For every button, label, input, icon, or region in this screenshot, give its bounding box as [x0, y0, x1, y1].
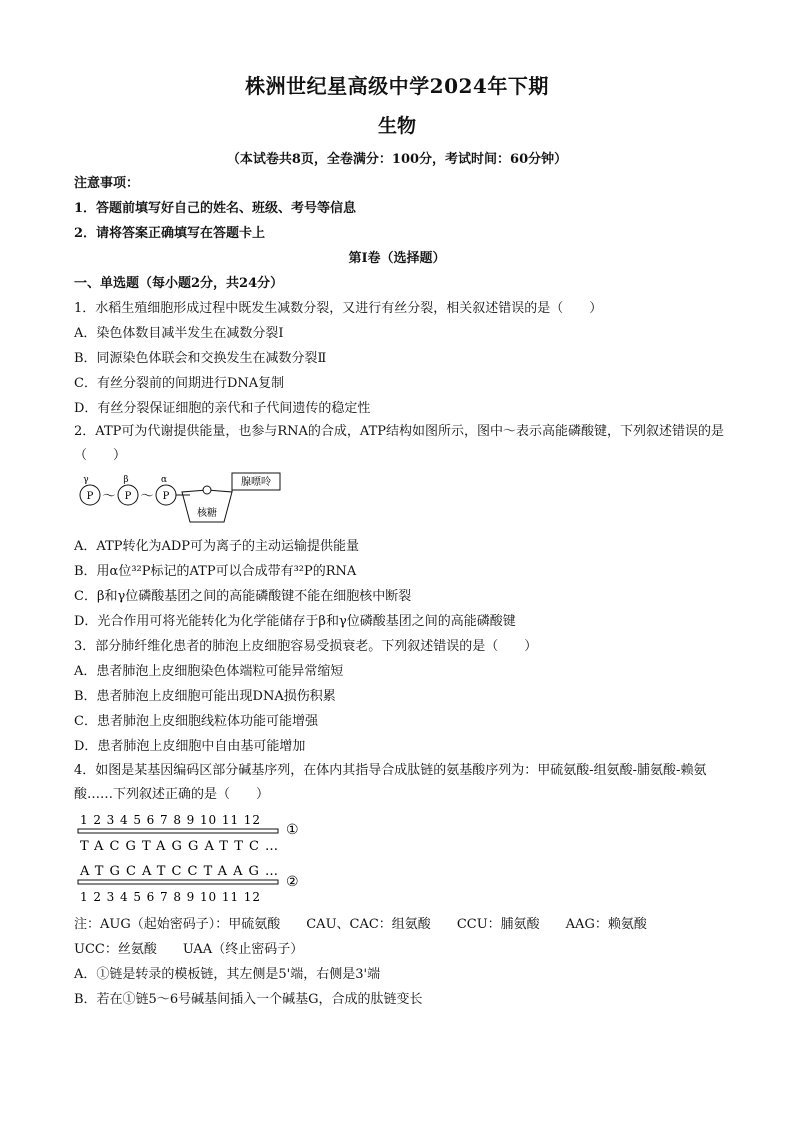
adenine-label: 腺嘌呤	[241, 477, 271, 488]
codon-note-ser: UCC：丝氨酸	[74, 942, 157, 957]
beta-label: β	[123, 475, 129, 485]
ring-oxygen	[203, 486, 211, 494]
question-2-option-d: D．光合作用可将光能转化为化学能储存于β和γ位磷酸基团之间的高能磷酸键	[74, 614, 516, 629]
question-1-option-c: C．有丝分裂前的间期进行DNA复制	[74, 376, 285, 391]
notice-heading: 注意事项：	[74, 176, 140, 191]
phosphate-gamma-label: P	[86, 491, 94, 502]
strand-2-numbers: 1 2 3 4 5 6 7 8 9 10 11 12	[80, 890, 260, 904]
strand-2-backbone	[78, 880, 278, 884]
question-2-stem: 2．ATP可为代谢提供能量，也参与RNA的合成，ATP结构如图所示，图中～表示高能磷酸键，下列叙述错误的是（ ）	[74, 424, 725, 463]
question-1-option-d: D．有丝分裂保证细胞的亲代和子代间遗传的稳定性	[74, 401, 371, 416]
subject-title: 生物	[377, 115, 416, 137]
codon-note-his: CAU、CAC：组氨酸	[306, 917, 431, 932]
question-2-option-b: B．用α位³²P标记的ATP可以合成带有³²P的RNA	[74, 564, 357, 579]
high-energy-bond-1: ～	[102, 489, 116, 504]
question-4-option-b: B．若在①链5～6号碱基间插入一个碱基G，合成的肽链变长	[74, 992, 423, 1007]
codon-note-line-2	[74, 938, 329, 957]
ribose-label: 核糖	[197, 508, 217, 519]
codon-note-lys: AAG：赖氨酸	[565, 917, 647, 932]
question-3-option-b: B．患者肺泡上皮细胞可能出现DNA损伤积累	[74, 689, 336, 704]
question-4-option-a: A．①链是转录的模板链，其左侧是5'端，右侧是3'端	[74, 967, 381, 982]
part-title: 第I卷（选择题）	[348, 251, 446, 266]
high-energy-bond-2: ～	[140, 489, 154, 504]
question-1-option-b: B．同源染色体联会和交换发生在减数分裂Ⅱ	[74, 351, 327, 366]
dna-sequence-figure	[74, 808, 314, 906]
section-title: 一、单选题（每小题2分，共24分）	[74, 276, 284, 291]
gamma-label: γ	[83, 475, 89, 485]
question-1-stem: 1．水稻生殖细胞形成过程中既发生减数分裂，又进行有丝分裂，相关叙述错误的是（ ）	[74, 301, 603, 316]
exam-title: 株洲世纪星高级中学2024年下期	[245, 74, 549, 98]
strand-1-label: ①	[286, 822, 299, 838]
question-2-option-a: A．ATP转化为ADP可为离子的主动运输提供能量	[74, 539, 360, 554]
question-3-option-a: A．患者肺泡上皮细胞染色体端粒可能异常缩短	[74, 664, 344, 679]
question-3-stem: 3．部分肺纤维化患者的肺泡上皮细胞容易受损衰老。下列叙述错误的是（ ）	[74, 639, 538, 654]
alpha-label: α	[160, 475, 168, 485]
question-3-option-c: C．患者肺泡上皮细胞线粒体功能可能增强	[74, 714, 318, 729]
phosphate-beta-label: P	[124, 491, 132, 502]
strand-1-backbone	[78, 829, 278, 833]
codon-note-aug: 注：AUG（起始密码子）：甲硫氨酸	[74, 917, 281, 932]
codon-note-line-1	[74, 913, 673, 932]
strand-1-sequence: TACGTAGGATTC…	[80, 839, 278, 854]
phosphate-alpha-label: P	[162, 491, 170, 502]
strand-1-numbers: 1 2 3 4 5 6 7 8 9 10 11 12	[80, 813, 260, 827]
question-2-option-c: C．β和γ位磷酸基团之间的高能磷酸键不能在细胞核中断裂	[74, 589, 412, 604]
exam-info: （本试卷共8页，全卷满分：100分，考试时间：60分钟）	[226, 152, 568, 167]
codon-note-pro: CCU：脯氨酸	[456, 917, 540, 932]
codon-note-stop: UAA（终止密码子）	[182, 942, 304, 957]
question-1-option-a: A．染色体数目减半发生在减数分裂Ⅰ	[74, 326, 284, 341]
question-3-option-d: D．患者肺泡上皮细胞中自由基可能增加	[74, 739, 306, 754]
strand-2-sequence: ATGCATCCTAAG…	[80, 864, 278, 879]
notice-item-2: 2．请将答案正确填写在答题卡上	[74, 226, 266, 241]
notice-item-1: 1．答题前填写好自己的姓名、班级、考号等信息	[74, 201, 357, 216]
question-4-stem: 4．如图是某基因编码区部分碱基序列，在体内其指导合成肽链的氨基酸序列为：甲硫氨酸-组氨酸-脯氨酸-赖氨酸……下列叙述正确的是（ ）	[74, 763, 707, 802]
strand-2-label: ②	[286, 874, 299, 890]
atp-structure-figure	[74, 470, 294, 530]
